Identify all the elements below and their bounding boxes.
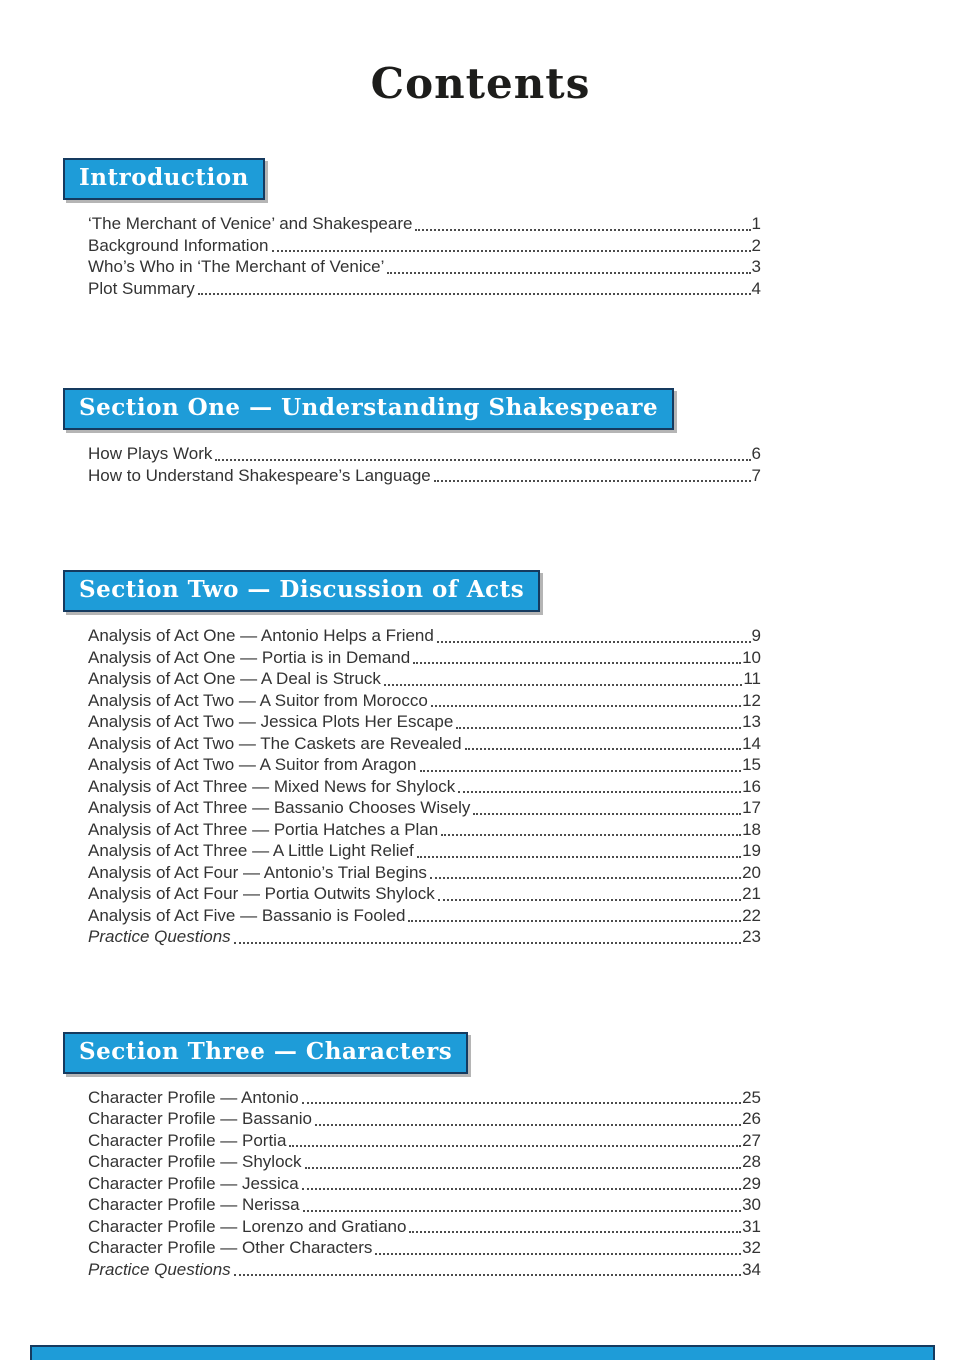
toc-entry — [88, 905, 761, 927]
toc-entry-page-number: 26 — [742, 1109, 761, 1128]
toc-entry-label: Practice Questions — [88, 927, 231, 946]
toc-entry-page-number: 3 — [751, 257, 761, 276]
dotted-leader — [315, 1124, 741, 1126]
toc-entry-label: Plot Summary — [88, 278, 195, 298]
dotted-leader — [456, 727, 741, 729]
dotted-leader — [375, 1253, 741, 1255]
toc-entry-label: Character Profile — Antonio — [88, 1087, 299, 1107]
toc-entry-page-number: 25 — [742, 1087, 761, 1107]
toc-entry-page-number: 13 — [742, 712, 761, 731]
section-header — [63, 1032, 468, 1074]
dotted-leader — [302, 1102, 741, 1104]
section-header — [63, 158, 265, 200]
toc-entry — [88, 862, 761, 884]
toc-entry-label: Analysis of Act Four — Antonio’s Trial Begins — [88, 862, 427, 882]
toc-entry — [88, 256, 761, 278]
dotted-leader — [458, 791, 741, 793]
toc-entry — [88, 776, 761, 798]
dotted-leader — [434, 480, 751, 482]
toc-section — [63, 1032, 961, 1281]
toc-entry — [88, 1194, 761, 1216]
toc-entry-page-number: 16 — [742, 776, 761, 796]
toc-entry-label: Character Profile — Shylock — [88, 1152, 302, 1171]
toc-entry-label: Analysis of Act Two — A Suitor from Aragon — [88, 755, 417, 774]
section-header-label: Section Three — Characters — [79, 1037, 453, 1065]
toc-entry-list — [88, 625, 761, 948]
dotted-leader — [465, 748, 742, 750]
dotted-leader — [438, 899, 741, 901]
toc-entry-page-number: 2 — [751, 235, 761, 255]
toc-entry-page-number: 18 — [742, 819, 761, 839]
toc-entry-label: Who’s Who in ‘The Merchant of Venice’ — [88, 257, 385, 276]
toc-entry-page-number: 22 — [742, 905, 761, 925]
toc-entry — [88, 1087, 761, 1109]
toc-entry — [88, 278, 761, 300]
toc-entry — [88, 1151, 761, 1173]
toc-entry-page-number: 32 — [742, 1238, 761, 1257]
toc-entry-label: ‘The Merchant of Venice’ and Shakespeare — [88, 214, 413, 233]
toc-section — [63, 158, 961, 299]
dotted-leader — [409, 1231, 741, 1233]
dotted-leader — [303, 1210, 741, 1212]
toc-entry — [88, 1259, 761, 1281]
dotted-leader — [387, 272, 750, 274]
toc-entry-label: Character Profile — Other Characters — [88, 1238, 373, 1257]
toc-entry-label: Analysis of Act Three — A Little Light Relief — [88, 841, 414, 860]
toc-entry-label: Analysis of Act One — Portia is in Demand — [88, 647, 411, 667]
toc-entry-page-number: 20 — [742, 862, 761, 882]
toc-entry-list — [88, 1087, 761, 1281]
section-header-label: Introduction — [79, 164, 249, 191]
toc-entry-label: Practice Questions — [88, 1259, 231, 1279]
dotted-leader — [417, 856, 741, 858]
toc-entry — [88, 733, 761, 755]
toc-entry-label: Character Profile — Nerissa — [88, 1195, 300, 1214]
toc-entry — [88, 647, 761, 669]
toc-entry-page-number: 10 — [742, 647, 761, 667]
toc-section — [63, 570, 961, 948]
dotted-leader — [431, 705, 741, 707]
toc-entry — [88, 690, 761, 712]
toc-entry-label: Character Profile — Bassanio — [88, 1109, 312, 1128]
toc-entry-label: Analysis of Act Three — Portia Hatches a Plan — [88, 819, 439, 839]
toc-section — [63, 388, 961, 486]
toc-entry-list — [88, 443, 761, 486]
toc-entry — [88, 711, 761, 733]
toc-entry-list — [88, 213, 761, 299]
dotted-leader — [198, 293, 751, 295]
toc-entry-page-number: 23 — [742, 927, 761, 946]
toc-entry — [88, 883, 761, 905]
toc-entry — [88, 754, 761, 776]
toc-entry-page-number: 4 — [751, 278, 761, 298]
dotted-leader — [415, 229, 750, 231]
toc-entry — [88, 1216, 761, 1238]
toc-entry-label: Analysis of Act Three — Bassanio Chooses Wisely — [88, 798, 471, 817]
dotted-leader — [473, 813, 741, 815]
section-header-label: Section One — Understanding Shakespeare — [79, 394, 659, 421]
toc-entry-label: Analysis of Act One — Antonio Helps a Friend — [88, 626, 434, 645]
toc-entry — [88, 840, 761, 862]
toc-entry-label: Character Profile — Lorenzo and Gratiano — [88, 1216, 407, 1236]
toc-entry — [88, 668, 761, 690]
section-header — [63, 388, 674, 430]
dotted-leader — [215, 459, 750, 461]
toc-entry — [88, 443, 761, 465]
dotted-leader — [384, 684, 742, 686]
section-header-label: Section Two — Discussion of Acts — [79, 576, 525, 603]
toc-entry — [88, 797, 761, 819]
toc-entry-label: How to Understand Shakespeare’s Language — [88, 465, 431, 485]
dotted-leader — [430, 877, 741, 879]
toc-entry-page-number: 27 — [742, 1130, 761, 1150]
toc-entry — [88, 926, 761, 948]
page-title: Contents — [370, 59, 591, 108]
dotted-leader — [289, 1145, 741, 1147]
toc-entry-page-number: 21 — [742, 884, 761, 903]
toc-entry-label: Analysis of Act Five — Bassanio is Fooled — [88, 905, 406, 925]
toc-entry-page-number: 29 — [742, 1173, 761, 1193]
toc-entry-label: Background Information — [88, 235, 269, 255]
toc-entry-page-number: 12 — [742, 690, 761, 710]
toc-entry — [88, 213, 761, 235]
toc-entry — [88, 465, 761, 487]
toc-entry — [88, 1108, 761, 1130]
toc-entry-page-number: 19 — [742, 841, 761, 860]
toc-entry — [88, 625, 761, 647]
next-section-header-partial-bar — [30, 1345, 935, 1360]
toc-entry-page-number: 11 — [743, 669, 761, 688]
toc-entry-page-number: 9 — [751, 626, 761, 645]
dotted-leader — [420, 770, 742, 772]
toc-entry-page-number: 28 — [742, 1152, 761, 1171]
toc-entry-label: Analysis of Act Four — Portia Outwits Shylock — [88, 884, 435, 903]
dotted-leader — [305, 1167, 742, 1169]
toc-entry-page-number: 30 — [742, 1195, 761, 1214]
dotted-leader — [441, 834, 741, 836]
toc-entry-label: How Plays Work — [88, 444, 213, 463]
dotted-leader — [272, 250, 751, 252]
toc-entry-label: Analysis of Act Three — Mixed News for Shylock — [88, 776, 456, 796]
dotted-leader — [408, 920, 741, 922]
toc-entry-page-number: 17 — [742, 798, 761, 817]
toc-entry — [88, 1130, 761, 1152]
section-header — [63, 570, 540, 612]
toc-entry-page-number: 7 — [751, 465, 761, 485]
toc-entry — [88, 235, 761, 257]
dotted-leader — [413, 662, 741, 664]
toc-entry-label: Character Profile — Portia — [88, 1130, 287, 1150]
toc-entry-label: Analysis of Act Two — Jessica Plots Her Escape — [88, 712, 454, 731]
toc-entry — [88, 1173, 761, 1195]
toc-sections — [0, 158, 961, 1280]
toc-entry-label: Analysis of Act One — A Deal is Struck — [88, 669, 381, 688]
toc-entry-label: Character Profile — Jessica — [88, 1173, 299, 1193]
toc-entry-page-number: 1 — [751, 214, 761, 233]
toc-entry-page-number: 14 — [742, 733, 761, 753]
toc-entry-label: Analysis of Act Two — A Suitor from Morocco — [88, 690, 428, 710]
dotted-leader — [302, 1188, 741, 1190]
toc-entry-label: Analysis of Act Two — The Caskets are Revealed — [88, 733, 462, 753]
toc-entry — [88, 819, 761, 841]
toc-entry-page-number: 31 — [742, 1216, 761, 1236]
toc-entry-page-number: 6 — [751, 444, 761, 463]
dotted-leader — [234, 942, 741, 944]
toc-entry-page-number: 15 — [742, 755, 761, 774]
toc-entry-page-number: 34 — [742, 1259, 761, 1279]
dotted-leader — [437, 641, 751, 643]
dotted-leader — [234, 1274, 741, 1276]
toc-entry — [88, 1237, 761, 1259]
